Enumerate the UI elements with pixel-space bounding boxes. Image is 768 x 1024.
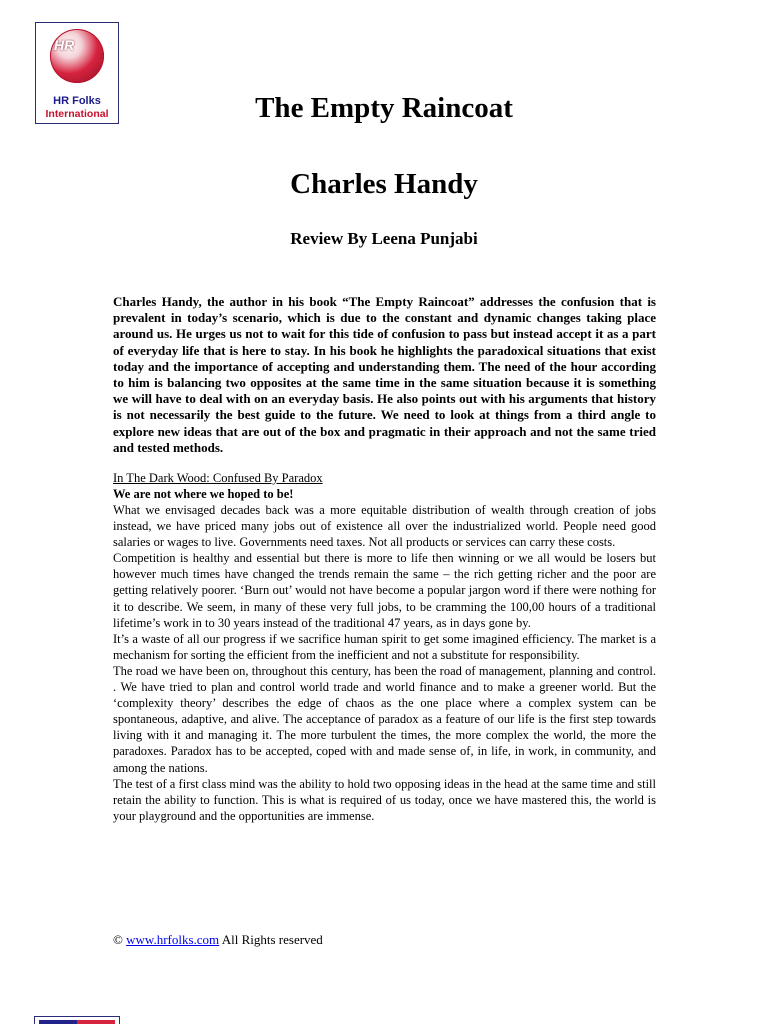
logo-blue-band bbox=[39, 1020, 77, 1024]
copyright-symbol: © bbox=[113, 932, 123, 947]
body-paragraph: The road we have been on, throughout this century, has been the road of management, planning and control. . We have tried to plan and control world trade and world finance and to make a greener world. But the ‘complexity theory’ describes the edge of chaos as the one place where a complex system can be spontaneous, adaptive, and alive. The acceptance of paradox as a feature of our life is the first step towards living with it and managing it. The more turbulent the times, the more complex the world, the more the paradoxes. Paradox has to be accepted, coped with and made sense of, in life, in work, in community, and among the nations. bbox=[113, 663, 656, 775]
logo-mark: HR bbox=[54, 37, 75, 53]
copyright-footer bbox=[113, 932, 323, 948]
section-subheading: We are not where we hoped to be! bbox=[113, 487, 294, 501]
section-heading: In The Dark Wood: Confused By Paradox bbox=[113, 471, 323, 485]
review-byline: Review By Leena Punjabi bbox=[290, 229, 478, 248]
book-author: Charles Handy bbox=[290, 168, 478, 200]
body-paragraph: It’s a waste of all our progress if we sacrifice human spirit to get some imagined efficiency. The market is a mechanism for sorting the efficient from the inefficient and not a substitute for responsibility. bbox=[113, 631, 656, 662]
rights-text: All Rights reserved bbox=[221, 932, 323, 947]
website-link[interactable]: www.hrfolks.com bbox=[126, 932, 220, 947]
intro-paragraph: Charles Handy, the author in his book “The Empty Raincoat” addresses the confusion that is prevalent in today’s scenario, which is due to the constant and dynamic changes taking place around us. He urges us not to wait for this tide of confusion to pass but instead accept it as a part of everyday life that is here to stay. In his book he highlights the paradoxical situations that exist today and the importance of accepting and understanding them. The need of the hour according to him is balancing two opposites at the same time in the same situation because it is something we will have to deal with on an everyday basis. He also points out with his arguments that history is not necessarily the best guide to the future. We need to look at things from a third angle to explore new ideas that are out of the box and pragmatic in their approach and not the same tried and tested methods. bbox=[113, 294, 656, 455]
body-paragraph: What we envisaged decades back was a more equitable distribution of wealth through creation of jobs instead, we have priced many jobs out of existence all over the industrialized world. People need good salaries or wages to live. Governments need taxes. Not all products or services can carry these costs. bbox=[113, 503, 656, 550]
body-paragraph: Competition is healthy and essential but there is more to life then winning or we all would be losers but however much times have changed the trends remain the same – the rich getting richer and the poor are getting relatively poorer. ‘Burn out’ would not have become a popular jargon word if there were nothing for it to describe. We seem, in many of these very full jobs, to be cramming the 100,00 hours of a traditional lifetime’s work in to 30 years instead of the traditional 47 years, as in days gone by. bbox=[113, 551, 656, 630]
document-title: The Empty Raincoat bbox=[255, 92, 513, 124]
next-page-logo-edge bbox=[34, 1016, 120, 1024]
logo-line-2: International bbox=[45, 108, 109, 120]
body-paragraph: The test of a first class mind was the ability to hold two opposing ideas in the head at the same time and still retain the ability to function. This is what is required of us today, once we have mastered this, the world is your playground and the opportunities are immense. bbox=[113, 776, 656, 823]
logo-line-1: HR Folks bbox=[53, 95, 101, 107]
logo-red-band bbox=[77, 1020, 115, 1024]
section-body bbox=[113, 502, 656, 824]
